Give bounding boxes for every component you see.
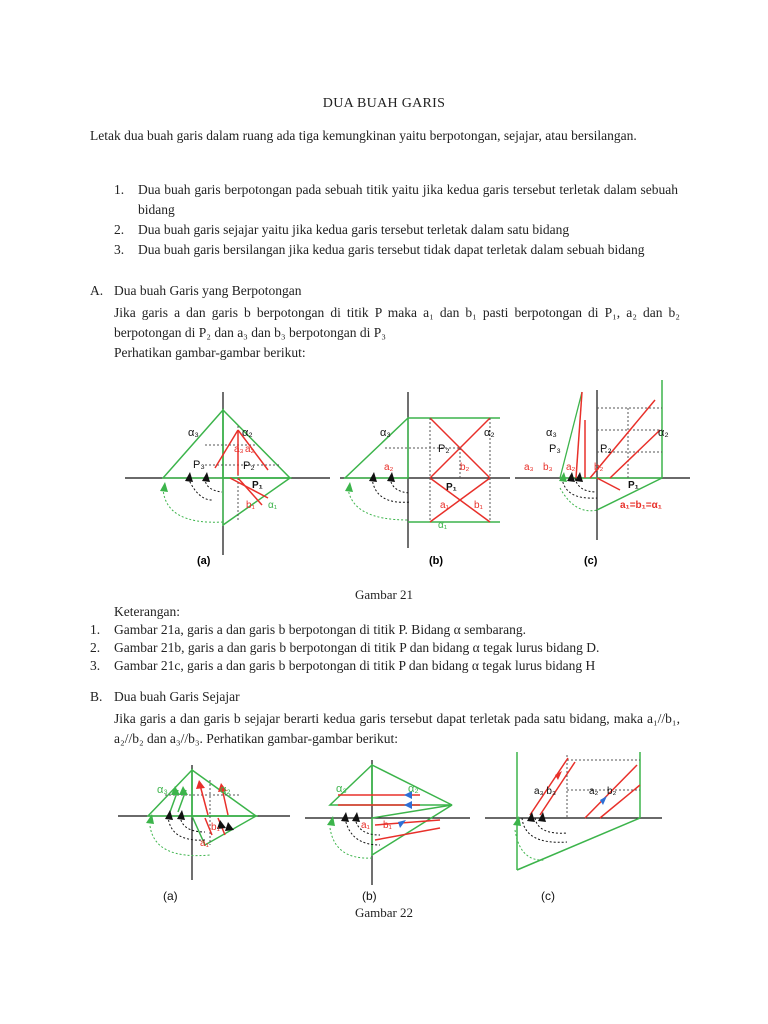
label-alpha1: α₁ [268, 500, 278, 511]
list-item: 1. Dua buah garis berpotongan pada sebuah titik yaitu jika kedua garis tersebut terletak dalam sebuah bidang [114, 182, 678, 217]
label-equality: a₁=b₁=α₁ [620, 500, 662, 511]
label-b1: b₁ [246, 500, 255, 511]
label-a1: a₁ [200, 838, 209, 849]
label-alpha2: α₂ [484, 427, 495, 439]
label-a2: a₂ [384, 462, 394, 473]
label-P1: P₁ [252, 480, 263, 491]
label-a2: a₂ [245, 444, 255, 455]
subfigure-label: (b) [362, 889, 377, 903]
figure-21 [110, 380, 690, 575]
label-b3: b₃ [543, 462, 553, 473]
figure-21c [515, 380, 690, 567]
section-a-text: Jika garis a dan garis b berpotongan di titik P maka a₁ dan b₁ pasti berpotongan di P₁, a₂ dan b₂ berpotongan di P₂ dan a₃ dan b₃ berpotongan di P₃ Perhatikan gambar-gambar berikut: [114, 305, 680, 360]
label-P3: P₃ [549, 443, 561, 455]
label-alpha3: α₃ [380, 427, 391, 439]
label-a1: a₁ [440, 500, 449, 511]
page-title: DUA BUAH GARIS [322, 96, 446, 111]
figure-21a [125, 392, 330, 567]
subfigure-label: (b) [429, 555, 444, 567]
section-b-heading: B. Dua buah Garis Sejajar [90, 689, 240, 704]
label-a3: a₃ [524, 462, 534, 473]
label-a3: a₃ [234, 444, 244, 455]
section-b-text: Jika garis a dan garis b sejajar berarti kedua garis tersebut dapat terletak pada satu bidang, maka a₁//b₁, a₂//b₂ dan a₃//b₃. Perhatikan gambar-gambar berikut: [114, 711, 680, 746]
label-alpha2: α₂ [220, 784, 231, 796]
subfigure-label: (a) [163, 889, 178, 903]
label-alpha2: α₂ [408, 783, 419, 795]
label-P1: P₁ [446, 482, 457, 493]
notes-list [90, 621, 690, 675]
subfigure-label: (c) [541, 889, 555, 903]
figure-21-caption: Gambar 21 [354, 587, 414, 602]
label-a2: a₂ [589, 786, 599, 797]
label-a3-b3: a₃ b₃ [534, 786, 557, 797]
label-b1: b₁ [211, 822, 220, 833]
list-item: 2. Dua buah garis sejajar yaitu jika kedua garis tersebut terletak dalam satu bidang [114, 222, 570, 237]
notes-title: Keterangan: [114, 604, 180, 619]
figure-22c [485, 752, 662, 903]
label-alpha2: α₂ [658, 427, 669, 439]
list-item: 3. Gambar 21c, garis a dan garis b berpotongan di titik P dan bidang α tegak lurus bidang H [90, 658, 596, 673]
label-b2: b₂ [594, 462, 604, 473]
intro-paragraph: Letak dua buah garis dalam ruang ada tiga kemungkinan yaitu berpotongan, sejajar, atau bersilangan. [90, 128, 637, 143]
label-b1: b₁ [383, 820, 392, 831]
label-P1: P₁ [628, 480, 639, 491]
label-P3: P₃ [193, 459, 205, 471]
label-P2: P₂ [600, 443, 612, 455]
figure-22b [305, 760, 470, 903]
subfigure-label: (a) [197, 555, 211, 567]
figure-22-caption: Gambar 22 [354, 905, 414, 920]
subfigure-label: (c) [584, 555, 598, 567]
intro-list [114, 180, 678, 260]
label-alpha3: α₃ [157, 784, 168, 796]
figure-21b [340, 392, 510, 567]
list-item: 3. Dua buah garis bersilangan jika kedua garis tersebut tidak dapat terletak dalam sebuah bidang [114, 242, 645, 257]
label-alpha3: α₃ [188, 427, 199, 439]
label-alpha1: α₁ [438, 520, 448, 531]
label-a1: a₁ [361, 820, 370, 831]
label-P2: P₂ [243, 460, 255, 472]
list-item: 2. Gambar 21b, garis a dan garis b berpotongan di titik P dan bidang α tegak lurus bidang D. [90, 640, 600, 655]
label-a2: a₂ [566, 462, 576, 473]
list-item: 1. Gambar 21a, garis a dan garis b berpotongan di titik P. Bidang α sembarang. [90, 622, 526, 637]
figure-22a [118, 765, 290, 903]
label-P2: P₂ [438, 443, 450, 455]
label-b2: b₂ [607, 786, 617, 797]
label-alpha3: α₃ [546, 427, 557, 439]
label-alpha2: α₂ [242, 427, 253, 439]
section-a-heading: A. Dua buah Garis yang Berpotongan [90, 283, 302, 298]
label-b2: b₂ [460, 462, 470, 473]
label-b1: b₁ [474, 500, 483, 511]
label-alpha3: α₃ [336, 783, 347, 795]
figure-22 [110, 750, 670, 920]
